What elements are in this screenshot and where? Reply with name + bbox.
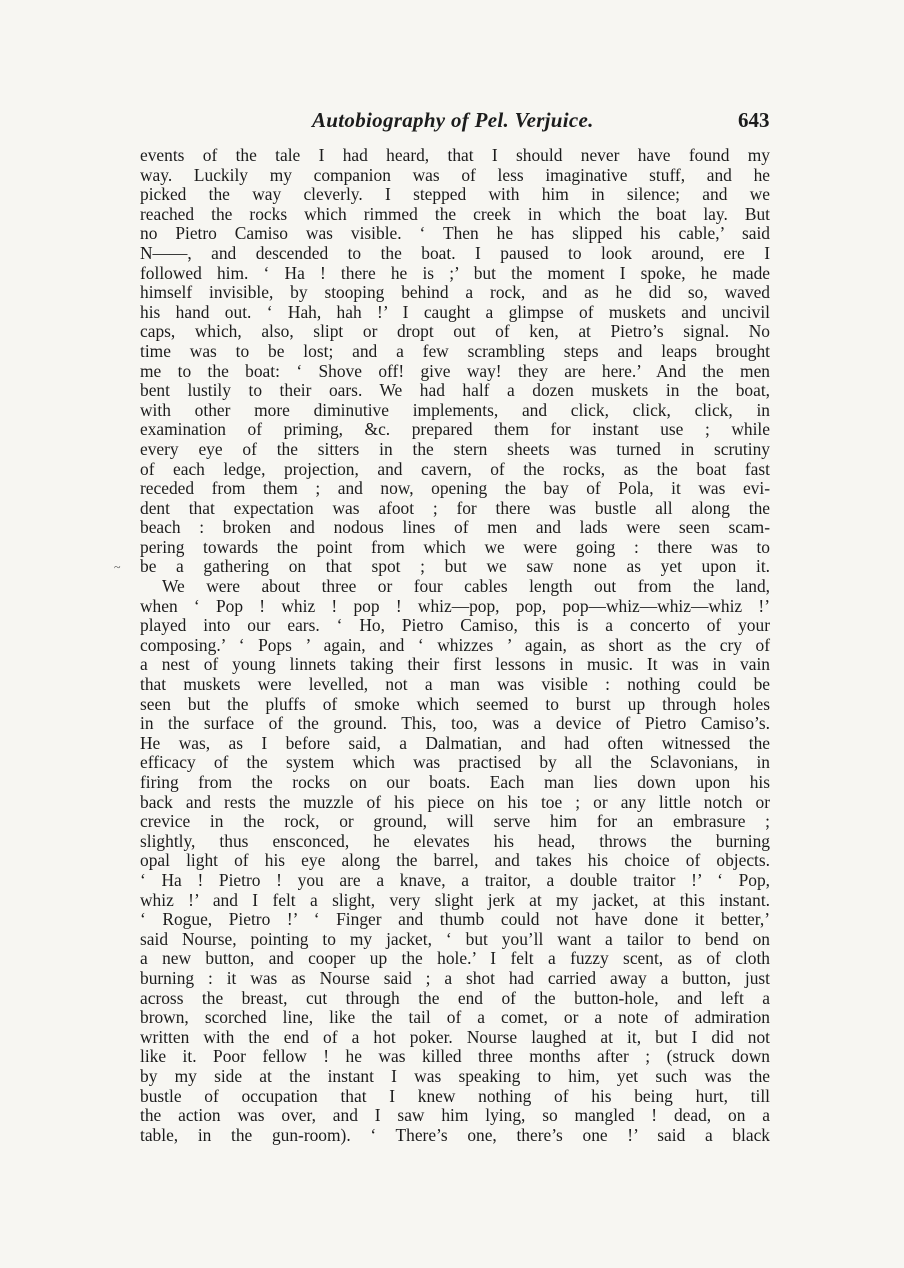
text-line: the action was over, and I saw him lying, so mangled ! dead, on a xyxy=(140,1105,770,1126)
text-line: followed him. ‘ Ha ! there he is ;’ but the moment I spoke, he made xyxy=(140,262,770,283)
text-line: caps, which, also, slipt or dropt out of ken, at Pietro’s signal. No xyxy=(140,321,770,342)
text-line: said Nourse, pointing to my jacket, ‘ but you’ll want a tailor to bend on xyxy=(140,928,770,949)
text-line: dent that expectation was afoot ; for there was bustle all along the xyxy=(140,497,770,518)
text-line: examination of priming, &c. prepared them for instant use ; while xyxy=(140,419,770,440)
text-line: seen but the pluffs of smoke which seemed to burst up through holes xyxy=(140,693,770,714)
text-line: reached the rocks which rimmed the creek in which the boat lay. But xyxy=(140,203,770,224)
text-line: by my side at the instant I was speaking to him, yet such was the xyxy=(140,1065,770,1086)
text-line: way. Luckily my companion was of less imaginative stuff, and he xyxy=(140,164,770,185)
text-line: efficacy of the system which was practised by all the Sclavonians, in xyxy=(140,752,770,773)
text-line: his hand out. ‘ Hah, hah !’ I caught a glimpse of muskets and uncivil xyxy=(140,301,770,322)
text-line: receded from them ; and now, opening the bay of Pola, it was evi- xyxy=(140,478,770,499)
text-line: bent lustily to their oars. We had half a dozen muskets in the boat, xyxy=(140,380,770,401)
text-line: bustle of occupation that I knew nothing of his being hurt, till xyxy=(140,1085,770,1106)
text-line: crevice in the rock, or ground, will serve him for an embrasure ; xyxy=(140,811,770,832)
text-line: a new button, and cooper up the hole.’ I felt a fuzzy scent, as of cloth xyxy=(140,948,770,969)
text-line: that muskets were levelled, not a man was visible : nothing could be xyxy=(140,674,770,695)
text-line: picked the way cleverly. I stepped with him in silence; and we xyxy=(140,184,770,205)
text-line: opal light of his eye along the barrel, and takes his choice of objects. xyxy=(140,850,770,871)
text-line: firing from the rocks on our boats. Each man lies down upon his xyxy=(140,772,770,792)
text-line: written with the end of a hot poker. Nourse laughed at it, but I did not xyxy=(140,1026,770,1047)
text-line: like it. Poor fellow ! he was killed three months after ; (struck down xyxy=(140,1046,770,1067)
text-line: a nest of young linnets taking their first lessons in music. It was in vain xyxy=(140,654,770,675)
text-line: table, in the gun-room). ‘ There’s one, there’s one !’ said a black xyxy=(140,1124,770,1145)
text-line: when ‘ Pop ! whiz ! pop ! whiz—pop, pop, pop—whiz—whiz—whiz !’ xyxy=(140,595,770,616)
text-line: burning : it was as Nourse said ; a shot had carried away a button, just xyxy=(140,967,770,988)
text-line: We were about three or four cables length out from the land, xyxy=(162,576,770,597)
text-line: across the breast, cut through the end of the button-hole, and left a xyxy=(140,987,770,1008)
text-line: brown, scorched line, like the tail of a comet, or a note of admiration xyxy=(140,1007,770,1028)
text-line: beach : broken and nodous lines of men and lads were seen scam- xyxy=(140,517,770,538)
text-line: N——, and descended to the boat. I paused to look around, ere I xyxy=(140,242,770,263)
text-line: played into our ears. ‘ Ho, Pietro Camiso, this is a concerto of your xyxy=(140,615,770,636)
text-line: himself invisible, by stooping behind a rock, and as he did so, waved xyxy=(140,282,770,303)
text-line: slightly, thus ensconced, he elevates his head, throws the burning xyxy=(140,830,770,851)
text-line: every eye of the sitters in the stern sheets was turned in scrutiny xyxy=(140,438,770,459)
text-line: He was, as I before said, a Dalmatian, and had often witnessed the xyxy=(140,732,770,753)
text-line: events of the tale I had heard, that I should never have found my xyxy=(140,145,770,165)
text-line: of each ledge, projection, and cavern, of the rocks, as the boat fast xyxy=(140,458,770,479)
text-line: ‘ Rogue, Pietro !’ ‘ Finger and thumb could not have done it better,’ xyxy=(140,909,770,930)
text-line: time was to be lost; and a few scrambling steps and leaps brought xyxy=(140,340,770,361)
margin-mark: ~ xyxy=(114,560,121,574)
running-title: Autobiography of Pel. Verjuice. xyxy=(312,108,594,132)
page-number: 643 xyxy=(738,108,770,132)
text-line: be a gathering on that spot ; but we saw none as yet upon it. xyxy=(140,556,770,577)
text-line: whiz !’ and I felt a slight, very slight jerk at my jacket, at this instant. xyxy=(140,889,770,910)
text-line: me to the boat: ‘ Shove off! give way! they are here.’ And the men xyxy=(140,360,770,381)
text-line: in the surface of the ground. This, too, was a device of Pietro Camiso’s. xyxy=(140,713,770,734)
body-text xyxy=(140,146,770,1145)
text-line: ‘ Ha ! Pietro ! you are a knave, a traitor, a double traitor !’ ‘ Pop, xyxy=(140,869,770,890)
text-line: pering towards the point from which we were going : there was to xyxy=(140,536,770,557)
running-head xyxy=(0,100,904,140)
text-line: no Pietro Camiso was visible. ‘ Then he has slipped his cable,’ said xyxy=(140,223,770,244)
text-line: with other more diminutive implements, and click, click, click, in xyxy=(140,399,770,420)
text-line: back and rests the muzzle of his piece on his toe ; or any little notch or xyxy=(140,791,770,812)
text-line: composing.’ ‘ Pops ’ again, and ‘ whizzes ’ again, as short as the cry of xyxy=(140,634,770,655)
